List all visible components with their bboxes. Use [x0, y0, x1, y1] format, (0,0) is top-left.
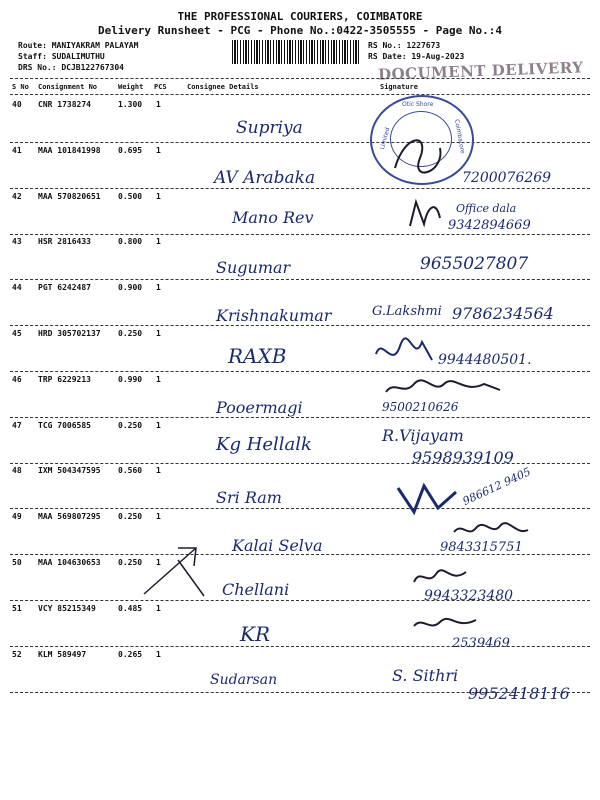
row-pcs: 1: [156, 237, 161, 247]
runsheet-header-company: THE PROFESSIONAL COURIERS, COIMBATORE: [177, 10, 423, 23]
row-sno: 46: [12, 374, 22, 384]
signature-47-name: Kg Hellalk: [216, 434, 312, 455]
row-consignment-no: MAA 101841998: [38, 145, 101, 155]
row-consignment-no: IXM 504347595: [38, 466, 101, 476]
row-pcs: 1: [156, 420, 161, 430]
row-sno: 52: [12, 649, 22, 659]
row-divider: [10, 279, 590, 280]
signature-51-name: KR: [240, 622, 270, 646]
row-weight: 0.800: [118, 237, 143, 247]
seal-text-right: Coimbatore: [452, 118, 466, 155]
row-weight: 0.250: [118, 329, 143, 338]
row-pcs: 1: [156, 512, 161, 522]
row-sno: 44: [12, 283, 22, 293]
rs-meta: [368, 40, 464, 62]
signature-44-phone: 9786234564: [452, 304, 554, 323]
barcode: [232, 40, 360, 64]
col-sno: S No: [12, 83, 29, 91]
signature-scribble-48: [394, 478, 464, 518]
row-pcs: 1: [156, 145, 161, 155]
row-consignment-no: HSR 2816433: [38, 237, 91, 247]
row-sno: 49: [12, 512, 22, 522]
row-weight: 0.900: [118, 283, 143, 293]
row-weight: 0.250: [118, 512, 143, 522]
row-consignment-no: CNR 1738274: [38, 100, 91, 109]
signature-40-name: Supriya: [236, 118, 303, 138]
signature-scribble-51: [410, 614, 480, 634]
row-divider: [10, 234, 590, 235]
signature-scribble-40: [390, 128, 450, 178]
signature-42-phone: 9342894669: [448, 218, 531, 233]
row-pcs: 1: [156, 329, 161, 338]
col-consignee: Consignee Details: [187, 83, 259, 91]
row-pcs: 1: [156, 603, 161, 613]
row-divider: [10, 508, 590, 509]
signature-46-phone: 9500210626: [382, 400, 459, 414]
signature-41-phone: 7200076269: [462, 170, 552, 186]
seal-text-left: Limited: [378, 126, 392, 151]
row-consignment-no: PGT 6242487: [38, 283, 91, 293]
row-sno: 47: [12, 420, 22, 430]
row-sno: 40: [12, 100, 22, 109]
signature-43-phone: 9655027807: [420, 254, 529, 274]
route-meta: [18, 40, 138, 73]
row-weight: 0.485: [118, 603, 143, 613]
row-consignment-no: MAA 104630653: [38, 558, 101, 567]
row-weight: 0.250: [118, 420, 143, 430]
signature-44-receiver: G.Lakshmi: [372, 304, 442, 319]
signature-44-name: Krishnakumar: [216, 306, 332, 325]
row-consignment-no: MAA 570820651: [38, 191, 101, 201]
col-consignment: Consignment No: [38, 83, 98, 91]
signature-48-name: Sri Ram: [216, 488, 282, 507]
signature-45-phone: 9944480501.: [438, 352, 532, 368]
row-weight: 0.250: [118, 558, 143, 567]
row-consignment-no: VCY 85215349: [38, 603, 96, 613]
arrow-mark: [138, 540, 208, 600]
row-pcs: 1: [156, 558, 161, 567]
col-weight: Weight: [118, 83, 144, 91]
row-pcs: 1: [156, 649, 161, 659]
staff-label: Staff: SUDALIMUTHU: [18, 52, 105, 61]
signature-52-phone: 9952418116: [468, 684, 570, 703]
row-sno: 42: [12, 191, 22, 201]
signature-scribble-42: [406, 196, 446, 232]
row-divider: [10, 371, 590, 372]
row-sno: 41: [12, 145, 22, 155]
signature-47-phone: 9598939109: [412, 448, 514, 467]
signature-42-name: Mano Rev: [232, 208, 314, 227]
signature-42-note: Office dala: [456, 202, 517, 215]
rs-date: RS Date: 19-Aug-2023: [368, 52, 465, 61]
col-signature: Signature: [380, 83, 418, 91]
row-weight: 0.990: [118, 374, 143, 384]
row-weight: 0.560: [118, 466, 143, 476]
signature-52-receiver: S. Sithri: [392, 666, 459, 685]
signature-scribble-49: [452, 520, 532, 540]
row-consignment-no: TCG 7006585: [38, 420, 91, 430]
drs-label: DRS No.: DCJB122767304: [18, 63, 124, 72]
row-sno: 43: [12, 237, 22, 247]
row-sno: 51: [12, 603, 22, 613]
row-pcs: 1: [156, 466, 161, 476]
row-weight: 1.300: [118, 100, 143, 109]
row-sno: 48: [12, 466, 22, 476]
signature-46-name: Pooermagi: [216, 398, 303, 417]
divider: [10, 78, 590, 79]
signature-48-phone: 986612 9405: [460, 465, 533, 508]
row-weight: 0.265: [118, 649, 143, 659]
row-sno: 50: [12, 558, 22, 567]
route-label: Route: MANIYAKRAM PALAYAM: [18, 41, 139, 50]
rs-number: RS No.: 1227673: [368, 41, 441, 50]
signature-43-name: Sugumar: [216, 258, 291, 277]
row-weight: 0.500: [118, 191, 143, 201]
row-pcs: 1: [156, 100, 161, 109]
row-consignment-no: MAA 569807295: [38, 512, 101, 522]
signature-51-phone: 2539469: [452, 636, 510, 651]
signature-scribble-45: [372, 334, 438, 374]
row-weight: 0.695: [118, 145, 143, 155]
signature-47-receiver: R.Vijayam: [382, 426, 464, 445]
signature-52-name: Sudarsan: [210, 672, 278, 688]
row-divider: [10, 325, 590, 326]
row-pcs: 1: [156, 191, 161, 201]
runsheet-header-title: Delivery Runsheet - PCG - Phone No.:0422-3505555 - Page No.:4: [98, 24, 502, 37]
signature-scribble-50: [410, 566, 470, 590]
document-delivery-stamp: DOCUMENT DELIVERY: [377, 58, 584, 84]
row-pcs: 1: [156, 283, 161, 293]
row-consignment-no: KLM 589497: [38, 649, 87, 659]
signature-45-name: RAXB: [228, 344, 287, 368]
row-consignment-no: HRD 305702137: [38, 329, 101, 338]
signature-41-name: AV Arabaka: [214, 168, 316, 188]
divider: [10, 94, 590, 95]
row-pcs: 1: [156, 374, 161, 384]
row-consignment-no: TRP 6229213: [38, 374, 91, 384]
row-divider: [10, 142, 590, 143]
col-pcs: PCS: [154, 83, 167, 91]
signature-50-phone: 9943323480: [424, 588, 514, 604]
signature-49-name: Kalai Selva: [232, 536, 323, 555]
signature-50-name: Chellani: [222, 580, 290, 599]
row-sno: 45: [12, 329, 22, 338]
seal-text-top: Otic Shore: [402, 101, 434, 108]
signature-49-phone: 9843315751: [440, 540, 523, 555]
signature-scribble-46: [384, 378, 504, 398]
